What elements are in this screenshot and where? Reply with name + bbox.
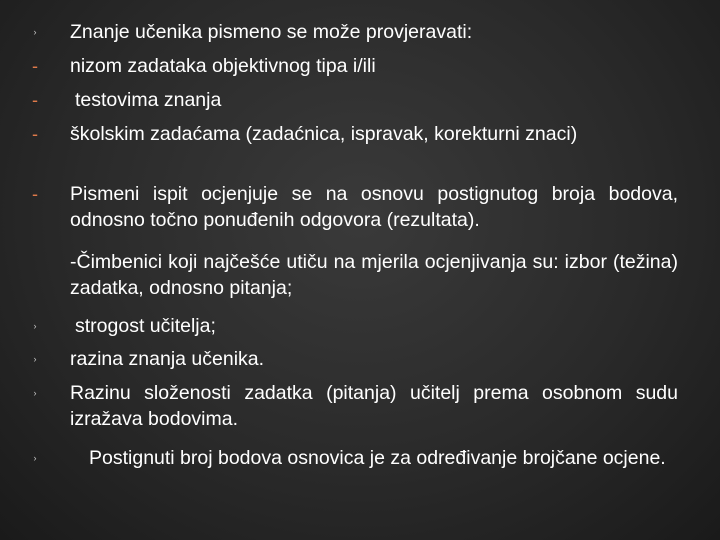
list-item: strogost učitelja;	[75, 315, 216, 337]
dash-icon: -	[32, 90, 38, 110]
list-item: -Čimbenici koji najčešće utiču na mjerila ocjenjivanja su: izbor (težina) zadatka, odnosno pitanja;	[70, 251, 678, 299]
list-item: Znanje učenika pismeno se može provjeravati:	[70, 21, 473, 43]
bullet-icon: ›	[33, 453, 37, 463]
dash-icon: -	[32, 56, 38, 76]
dash-icon: -	[32, 184, 38, 204]
bullet-icon: ›	[33, 321, 37, 331]
list-item: Postignuti broj bodova osnovica je za određivanje brojčane ocjene.	[89, 447, 666, 469]
bullet-icon: ›	[33, 27, 37, 37]
list-item: nizom zadataka objektivnog tipa i/ili	[70, 55, 376, 77]
list-item: razina znanja učenika.	[70, 348, 265, 370]
list-item: Razinu složenosti zadatka (pitanja) učitelj prema osobnom sudu izražava bodovima.	[70, 382, 678, 430]
dash-icon: -	[32, 124, 38, 144]
list-item: testovima znanja	[75, 89, 222, 111]
bullet-icon: ›	[33, 354, 37, 364]
list-item: Pismeni ispit ocjenjuje se na osnovu postignutog broja bodova, odnosno točno ponuđenih odgovora (rezultata).	[70, 183, 678, 231]
bullet-icon: ›	[33, 388, 37, 398]
list-item: školskim zadaćama (zadaćnica, ispravak, korekturni znaci)	[70, 123, 578, 145]
